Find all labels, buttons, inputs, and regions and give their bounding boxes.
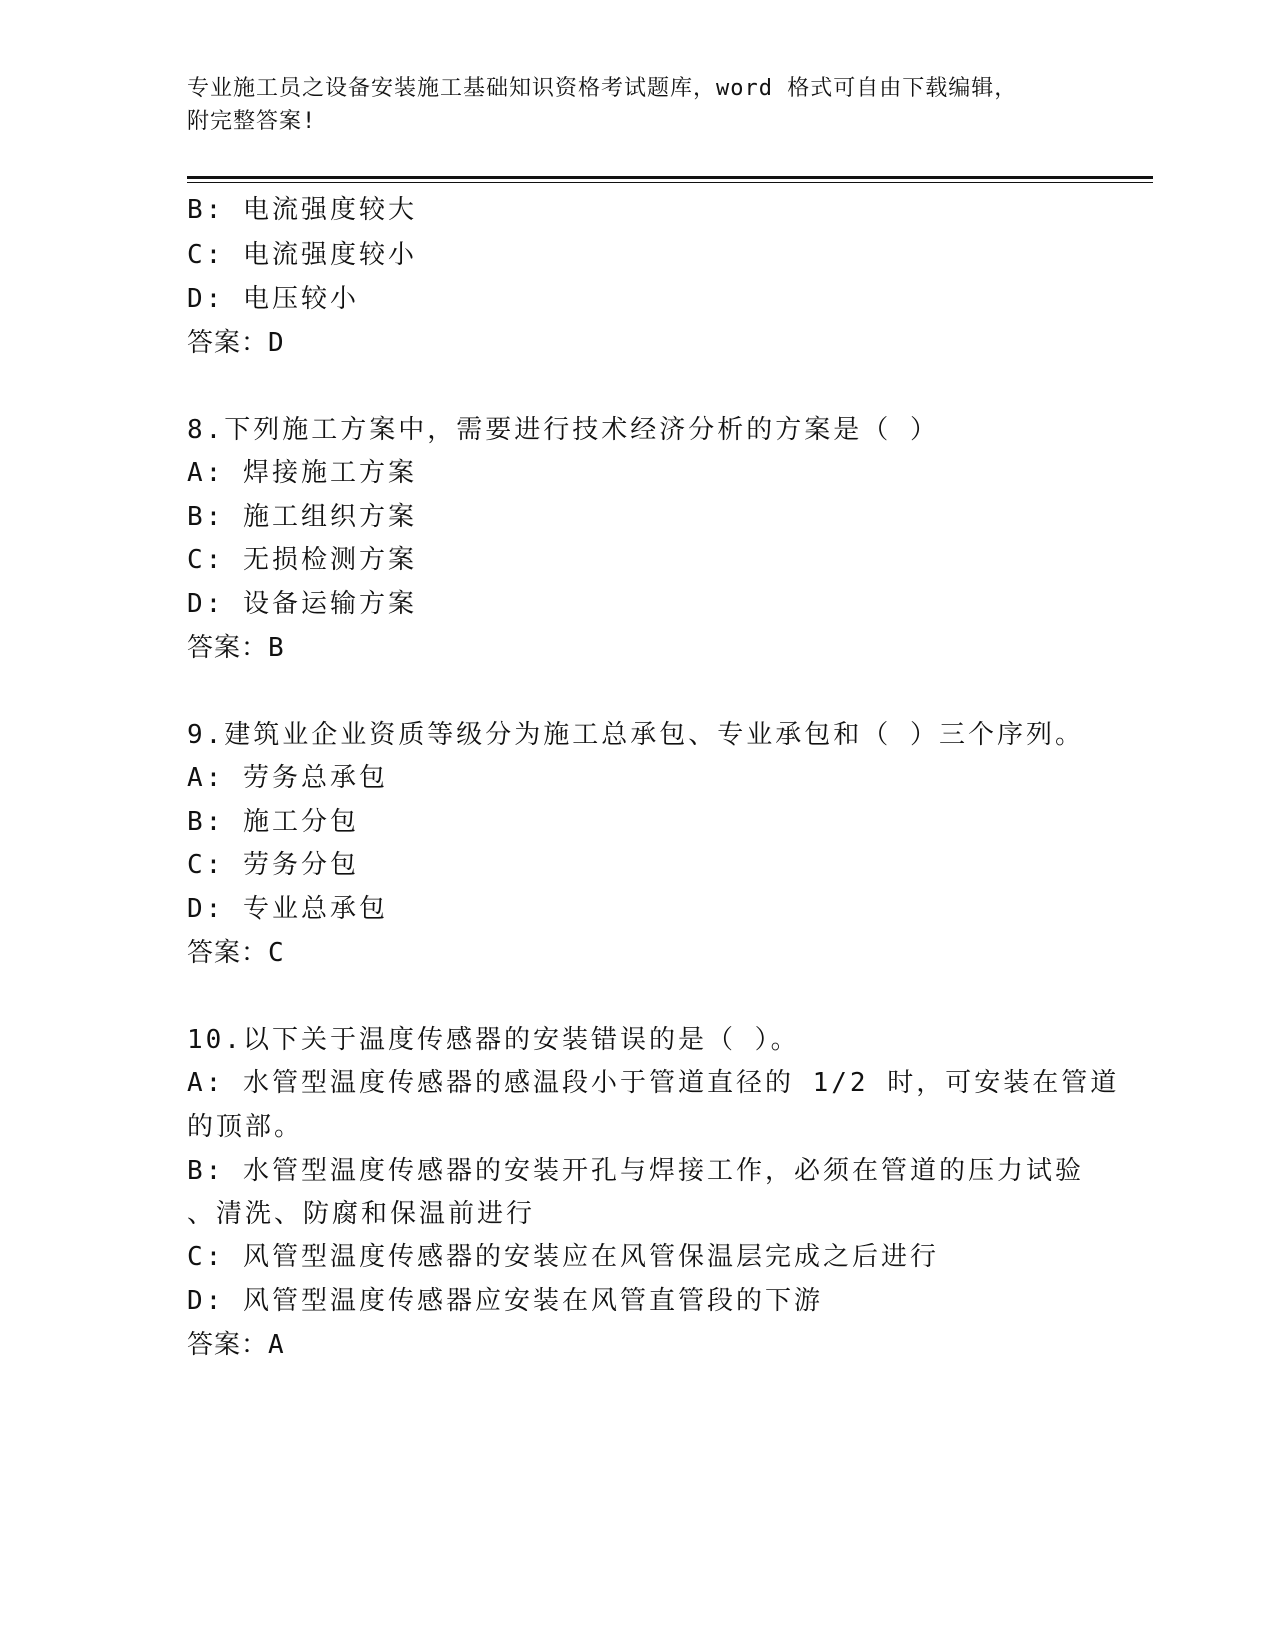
option-b-continued: 、清洗、防腐和保温前进行 — [187, 1199, 536, 1229]
answer-label: 答案： — [187, 1330, 269, 1360]
answer-label: 答案： — [187, 938, 269, 968]
answer-label: 答案： — [187, 328, 269, 358]
answer-value: A — [268, 1330, 284, 1360]
option-d: D: 风管型温度传感器应安装在风管直管段的下游 — [187, 1286, 823, 1316]
question-10-stem: 10.以下关于温度传感器的安装错误的是（ ）。 — [187, 1025, 800, 1055]
header-divider-thin — [187, 182, 1153, 183]
answer-value: D — [268, 328, 284, 358]
option-b: B: 水管型温度传感器的安装开孔与焊接工作，必须在管道的压力试验 — [187, 1156, 1084, 1186]
option-d: D: 设备运输方案 — [187, 589, 417, 619]
header-line-1: 专业施工员之设备安装施工基础知识资格考试题库，word 格式可自由下载编辑， — [187, 76, 1018, 101]
question-9-stem: 9.建筑业企业资质等级分为施工总承包、专业承包和（ ）三个序列。 — [187, 720, 1084, 750]
option-c: C: 劳务分包 — [187, 850, 359, 880]
option-b: B: 施工组织方案 — [187, 502, 417, 532]
option-b: B: 施工分包 — [187, 807, 359, 837]
option-a-continued: 的顶部。 — [187, 1112, 304, 1142]
answer-value: B — [268, 633, 284, 663]
answer-line — [187, 631, 284, 665]
header-divider-thick — [187, 176, 1153, 179]
option-a: A: 水管型温度传感器的感温段小于管道直径的 1/2 时，可安装在管道 — [187, 1068, 1120, 1098]
option-c: C: 电流强度较小 — [187, 240, 417, 270]
answer-value: C — [268, 938, 284, 968]
answer-label: 答案： — [187, 633, 269, 663]
option-d: D: 专业总承包 — [187, 894, 388, 924]
header-line-2: 附完整答案! — [187, 109, 317, 134]
option-c: C: 风管型温度传感器的安装应在风管保温层完成之后进行 — [187, 1242, 939, 1272]
answer-line — [187, 936, 284, 970]
option-a: A: 焊接施工方案 — [187, 458, 417, 488]
answer-line — [187, 326, 284, 360]
answer-line — [187, 1328, 284, 1362]
option-b: B: 电流强度较大 — [187, 195, 417, 225]
option-a: A: 劳务总承包 — [187, 763, 388, 793]
document-header — [187, 72, 1087, 138]
option-d: D: 电压较小 — [187, 284, 359, 314]
question-8-stem: 8.下列施工方案中，需要进行技术经济分析的方案是（ ） — [187, 415, 939, 445]
option-c: C: 无损检测方案 — [187, 545, 417, 575]
